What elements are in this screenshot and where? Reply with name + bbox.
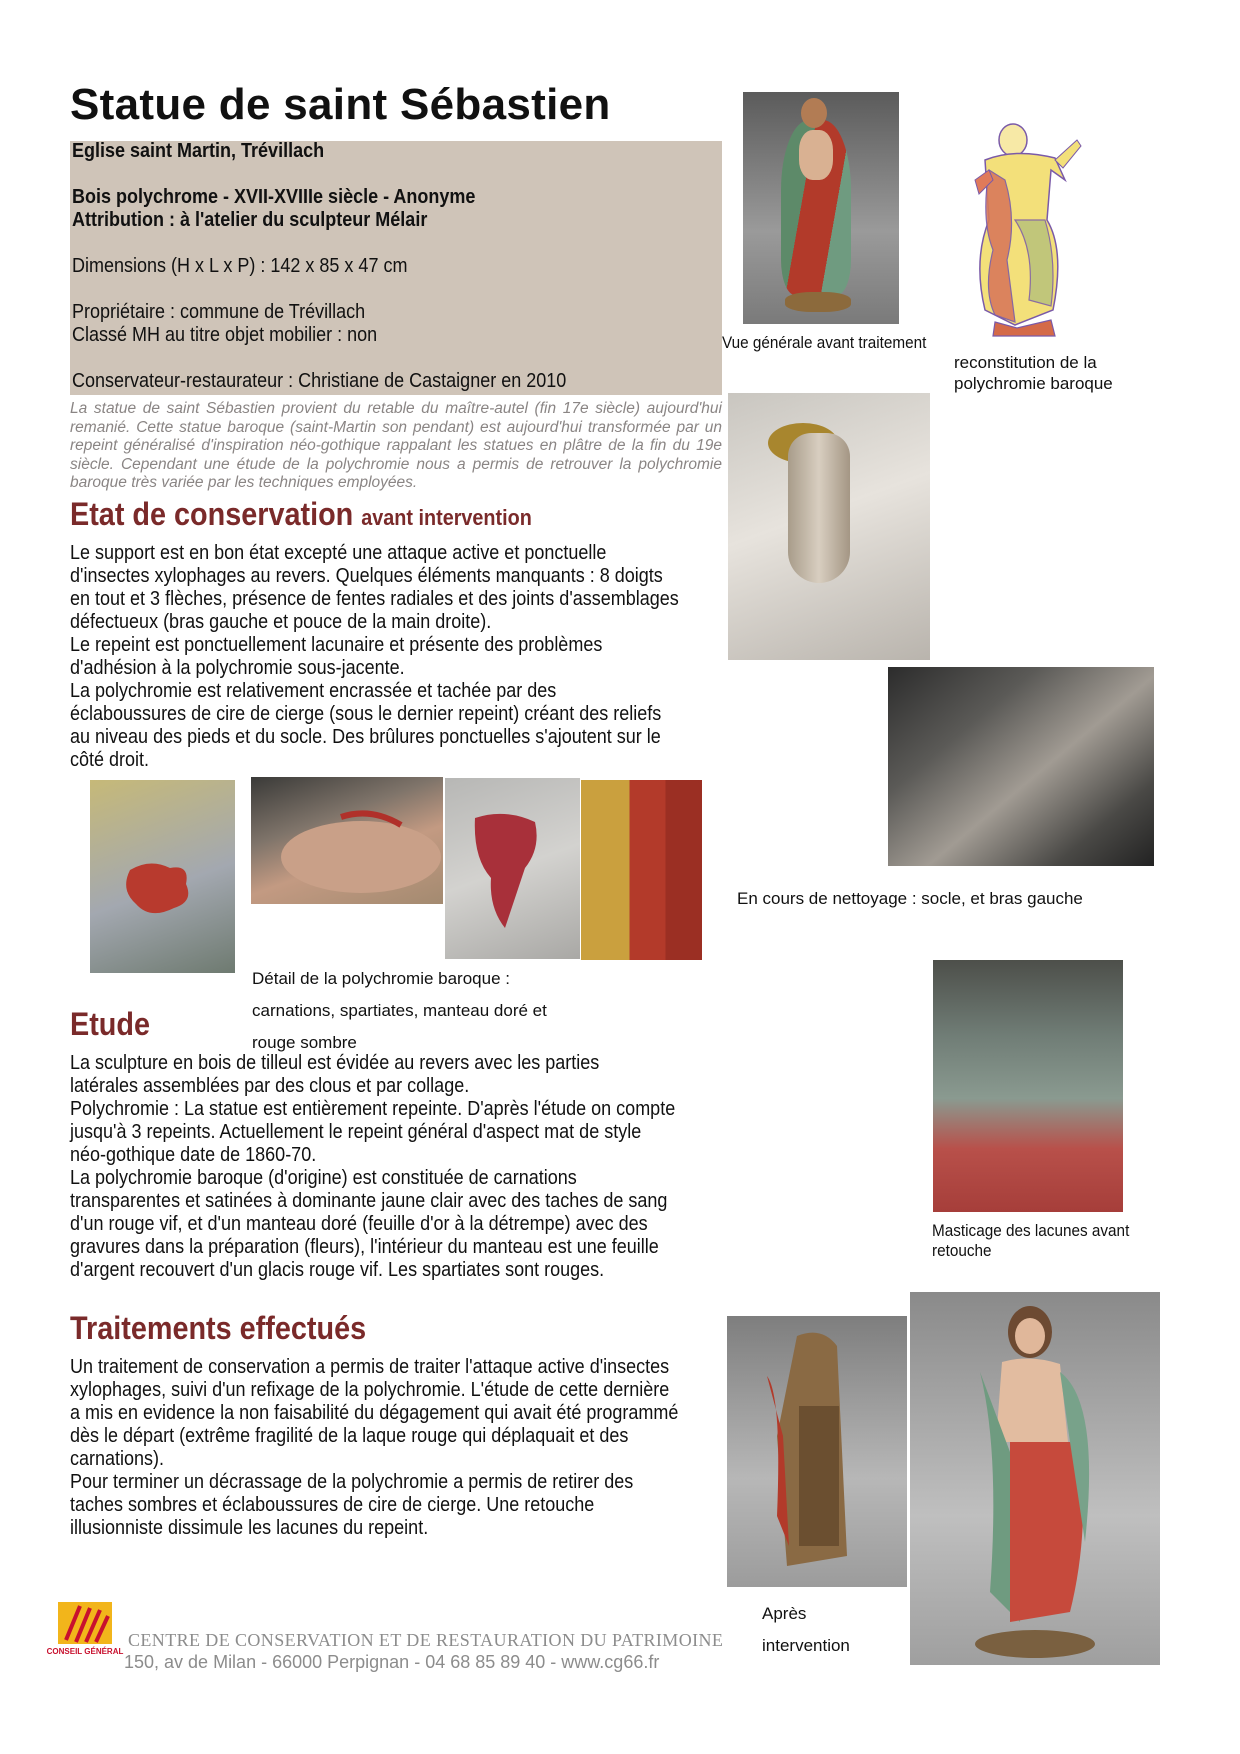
photo-apres-revers [727, 1316, 907, 1587]
caption-nettoyage: En cours de nettoyage : socle, et bras gauche [737, 889, 1083, 908]
caption-reconstitution [954, 352, 1113, 394]
photo-detail-laque-rouge [445, 778, 580, 959]
etat-line: Le repeint est ponctuellement lacunaire et présente des problèmes [70, 634, 603, 656]
info-dimensions: Dimensions (H x L x P) : 142 x 85 x 47 cm [72, 255, 408, 277]
statue-torso-shape [799, 130, 833, 180]
etude-heading: Etude [70, 1006, 151, 1042]
etude-line: d'argent recouvert d'un glacis rouge vif. Les spartiates sont rouges. [70, 1259, 605, 1281]
logo-text: CONSEIL GÉNÉRAL [46, 1647, 124, 1656]
statue-back-shape [727, 1316, 907, 1587]
caption-detail [252, 963, 547, 1059]
traitements-line: a mis en evidence la non faisabilité du dégagement qui avait été programmé [70, 1402, 679, 1424]
photo-detail-carnation [90, 780, 235, 973]
intro-paragraph: La statue de saint Sébastien provient du retable du maître-autel (fin 17e siècle) aujourd'hui remanié. Cette statue baroque (saint-Martin son pendant) est aujourd'hui transformée par un repeint généralisé d'inspiration néo-gothique rappalant les statues en plâtre de la fin du 19e siècle. Cependant une étude de la polychromie nous a permis de retrouver la polychromie baroque très variée par les techniques employées. [70, 400, 722, 491]
etat-heading [70, 496, 532, 533]
red-flake-shape [445, 778, 580, 959]
etude-line: latérales assemblées par des clous et par collage. [70, 1075, 470, 1097]
caption-vue-generale: Vue générale avant traitement [722, 333, 927, 352]
foot-shape [251, 777, 443, 904]
etat-line: d'insectes xylophages au revers. Quelques éléments manquants : 8 doigts [70, 565, 663, 587]
photo-masticage [933, 960, 1123, 1212]
drawing-reconstitution [955, 110, 1097, 350]
red-stain-shape [90, 780, 235, 973]
traitements-line: xylophages, suivi d'un refixage de la polychromie. L'étude de cette dernière [70, 1379, 670, 1401]
traitements-line: Pour terminer un décrassage de la polychromie a permis de retirer des [70, 1471, 634, 1493]
statue-base-shape [785, 292, 851, 312]
etat-line: éclaboussures de cire de cierge (sous le dernier repeint) créant des reliefs [70, 703, 662, 725]
etat-heading-sub: avant intervention [361, 505, 532, 530]
photo-detail-manteau-dore [581, 780, 702, 960]
traitements-heading: Traitements effectués [70, 1310, 367, 1346]
etat-line: au niveau des pieds et du socle. Des brûlures ponctuelles s'ajoutent sur le [70, 726, 661, 748]
traitements-line: dès le départ (extrême fragilité de la laque rouge qui déplaquait et des [70, 1425, 629, 1447]
caption-masticage [932, 1221, 1129, 1261]
footer-center-name: CENTRE DE CONSERVATION ET DE RESTAURATION DU PATRIMOINE [128, 1630, 724, 1650]
etude-line: jusqu'à 3 repeints. Actuellement le repeint général d'aspect mat de style [70, 1121, 642, 1143]
traitements-line: taches sombres et éclaboussures de cire de cierge. Une retouche [70, 1494, 595, 1516]
caption-masticage-line: Masticage des lacunes avant [932, 1221, 1130, 1240]
info-location: Eglise saint Martin, Trévillach [72, 140, 325, 162]
statue-front-shape [910, 1292, 1160, 1665]
etude-line: néo-gothique date de 1860-70. [70, 1144, 317, 1166]
etat-line: Le support est en bon état excepté une attaque active et ponctuelle [70, 542, 607, 564]
footer-address: 150, av de Milan - 66000 Perpignan - 04 68 85 89 40 - www.cg66.fr [124, 1652, 660, 1672]
caption-reconstitution-line: reconstitution de la [954, 353, 1097, 372]
caption-detail-line: rouge sombre [252, 1033, 357, 1052]
etude-text [70, 1052, 736, 1282]
info-classified: Classé MH au titre objet mobilier : non [72, 324, 378, 346]
conseil-general-logo [46, 1602, 124, 1664]
photo-detail-spartiate [251, 777, 443, 904]
caption-apres-line: Après [762, 1604, 807, 1623]
info-attribution: Attribution : à l'atelier du sculpteur Mélair [72, 209, 428, 231]
etude-line: transparentes et satinées à dominante jaune clair avec des taches de sang [70, 1190, 668, 1212]
caption-masticage-line: retouche [932, 1241, 992, 1260]
leg-shape [788, 433, 850, 583]
etat-text [70, 542, 736, 772]
traitements-line: carnations). [70, 1448, 165, 1470]
caption-reconstitution-line: polychromie baroque [954, 374, 1113, 393]
caption-apres [762, 1598, 850, 1662]
etude-line: La polychromie baroque (d'origine) est constituée de carnations [70, 1167, 577, 1189]
traitements-line: illusionniste dissimule les lacunes du repeint. [70, 1517, 429, 1539]
traitements-text [70, 1356, 720, 1540]
photo-vue-generale [743, 92, 899, 324]
caption-detail-line: carnations, spartiates, manteau doré et [252, 1001, 547, 1020]
statue-head-shape [801, 98, 827, 128]
etude-line: La sculpture en bois de tilleul est évidée au revers avec les parties [70, 1052, 600, 1074]
photo-bras-nettoyage [888, 667, 1154, 866]
photo-apres-face [910, 1292, 1160, 1665]
etude-line: Polychromie : La statue est entièrement repeinte. D'après l'étude on compte [70, 1098, 676, 1120]
photo-socle-nettoyage [728, 393, 930, 660]
etat-heading-main: Etat de conservation [70, 496, 354, 532]
etat-line: d'adhésion à la polychromie sous-jacente. [70, 657, 405, 679]
etat-line: La polychromie est relativement encrassée et tachée par des [70, 680, 557, 702]
info-conservator: Conservateur-restaurateur : Christiane de Castaigner en 2010 [72, 370, 567, 392]
etat-line: défectueux (bras gauche et pouce de la main droite). [70, 611, 492, 633]
etude-line: d'un rouge vif, et d'un manteau doré (feuille d'or à la détrempe) avec des [70, 1213, 648, 1235]
traitements-line: Un traitement de conservation a permis de traiter l'attaque active d'insectes [70, 1356, 670, 1378]
info-material: Bois polychrome - XVII-XVIIIe siècle - Anonyme [72, 186, 476, 208]
etat-line: en tout et 3 flèches, présence de fentes radiales et des joints d'assemblages [70, 588, 679, 610]
caption-detail-line: Détail de la polychromie baroque : [252, 969, 510, 988]
info-owner: Propriétaire : commune de Trévillach [72, 301, 366, 323]
etude-line: gravures dans la préparation (fleurs), l'intérieur du manteau est une feuille [70, 1236, 659, 1258]
etat-line: côté droit. [70, 749, 150, 771]
caption-apres-line: intervention [762, 1636, 850, 1655]
page-title: Statue de saint Sébastien [70, 80, 611, 129]
